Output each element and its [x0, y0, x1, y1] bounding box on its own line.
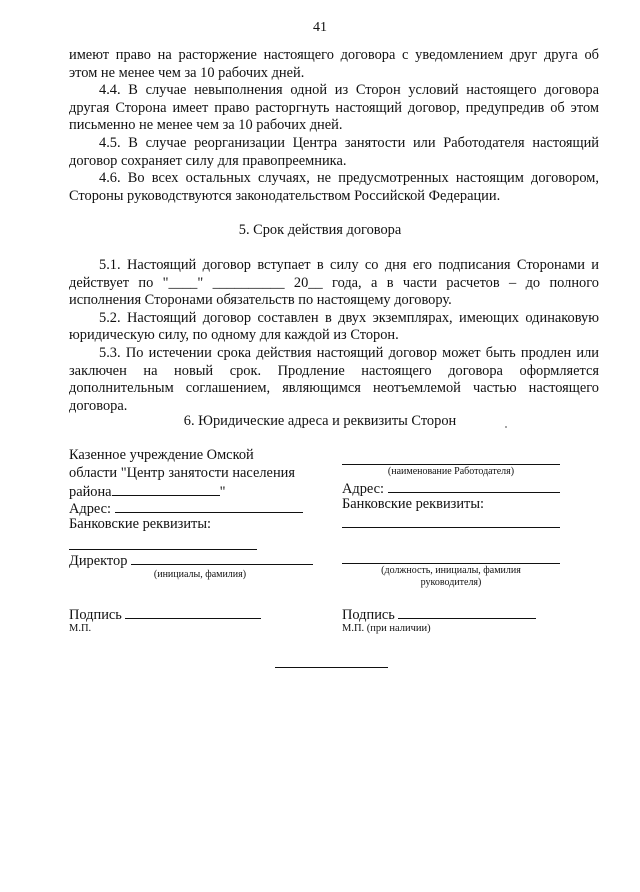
- clause-5-2: 5.2. Настоящий договор составлен в двух экземплярах, имеющих одинаковую юридическую силу, по одному для каждой из Сторон.: [69, 309, 599, 344]
- clause-4-4: 4.4. В случае невыполнения одной из Сторон условий настоящего договора другая Сторона имеет право расторгнуть настоящий договор, предупредив об этом письменно не менее чем за 10 рабочих дней.: [69, 82, 599, 134]
- director-caption: (инициалы, фамилия): [153, 569, 247, 580]
- director-label: Директор: [69, 553, 128, 569]
- right-signature-blank: [398, 605, 536, 619]
- director-blank: [131, 551, 313, 565]
- position-caption-1: (должность, инициалы, фамилия: [381, 565, 521, 576]
- right-signature-row: [342, 605, 536, 625]
- right-bank-label: Банковские реквизиты:: [342, 496, 484, 512]
- section-6-title: 6. Юридические адреса и реквизиты Сторон: [183, 413, 457, 429]
- employer-caption: (наименование Работодателя): [387, 466, 515, 477]
- left-signature-blank: [125, 605, 261, 619]
- clause-4-5: 4.5. В случае реорганизации Центра занятости или Работодателя настоящий договор сохраняет силу для правопреемника.: [69, 134, 599, 169]
- clause-continuation: имеют право на расторжение настоящего договора с уведомлением друг друга об этом не менее чем за 10 рабочих дней.: [69, 47, 599, 81]
- right-signature-label: Подпись: [342, 607, 395, 623]
- section-5-title: 5. Срок действия договора: [238, 222, 402, 238]
- left-signature-label: Подпись: [69, 607, 122, 623]
- left-address-label: Адрес:: [69, 501, 112, 517]
- section-5-clauses: [69, 257, 599, 415]
- page-number: 41: [313, 20, 327, 35]
- right-address-blank: [388, 479, 560, 493]
- org-name-line-1: Казенное учреждение Омской: [69, 447, 254, 463]
- right-stamp-label: М.П. (при наличии): [342, 623, 431, 634]
- scan-speck: [505, 426, 507, 428]
- right-address-label: Адрес:: [342, 481, 385, 497]
- end-of-document-rule: [275, 667, 388, 668]
- org-quote-close: ": [219, 484, 226, 500]
- position-caption-2: руководителя): [420, 577, 482, 588]
- org-district-label: района: [69, 484, 112, 500]
- left-bank-blank: [69, 549, 257, 550]
- left-bank-label: Банковские реквизиты:: [69, 516, 211, 532]
- district-blank: [112, 482, 220, 496]
- intro-clauses: [69, 47, 599, 205]
- position-blank: [342, 563, 560, 564]
- left-stamp-label: М.П.: [69, 623, 92, 634]
- right-bank-blank: [342, 527, 560, 528]
- director-row: [69, 551, 313, 571]
- employer-name-blank: [342, 464, 560, 465]
- clause-4-6: 4.6. Во всех остальных случаях, не предусмотренных настоящим договором, Стороны руководствуются законодательством Российской Федерации.: [69, 170, 599, 204]
- clause-5-1: 5.1. Настоящий договор вступает в силу со дня его подписания Сторонами и действует по "____" __________ 20__ года, а в части расчетов – до полного исполнения Сторонами обязательств по настоящему договору.: [69, 257, 599, 309]
- left-address-blank: [115, 499, 303, 513]
- left-signature-row: [69, 605, 261, 625]
- org-name-line-2: области "Центр занятости населения: [69, 465, 295, 481]
- clause-5-3: 5.3. По истечении срока действия настоящий договор может быть продлен или заключен на новый срок. Продление настоящего договора оформляется дополнительным соглашением, являющимся неотъемлемой частью настоящего договора.: [69, 344, 599, 414]
